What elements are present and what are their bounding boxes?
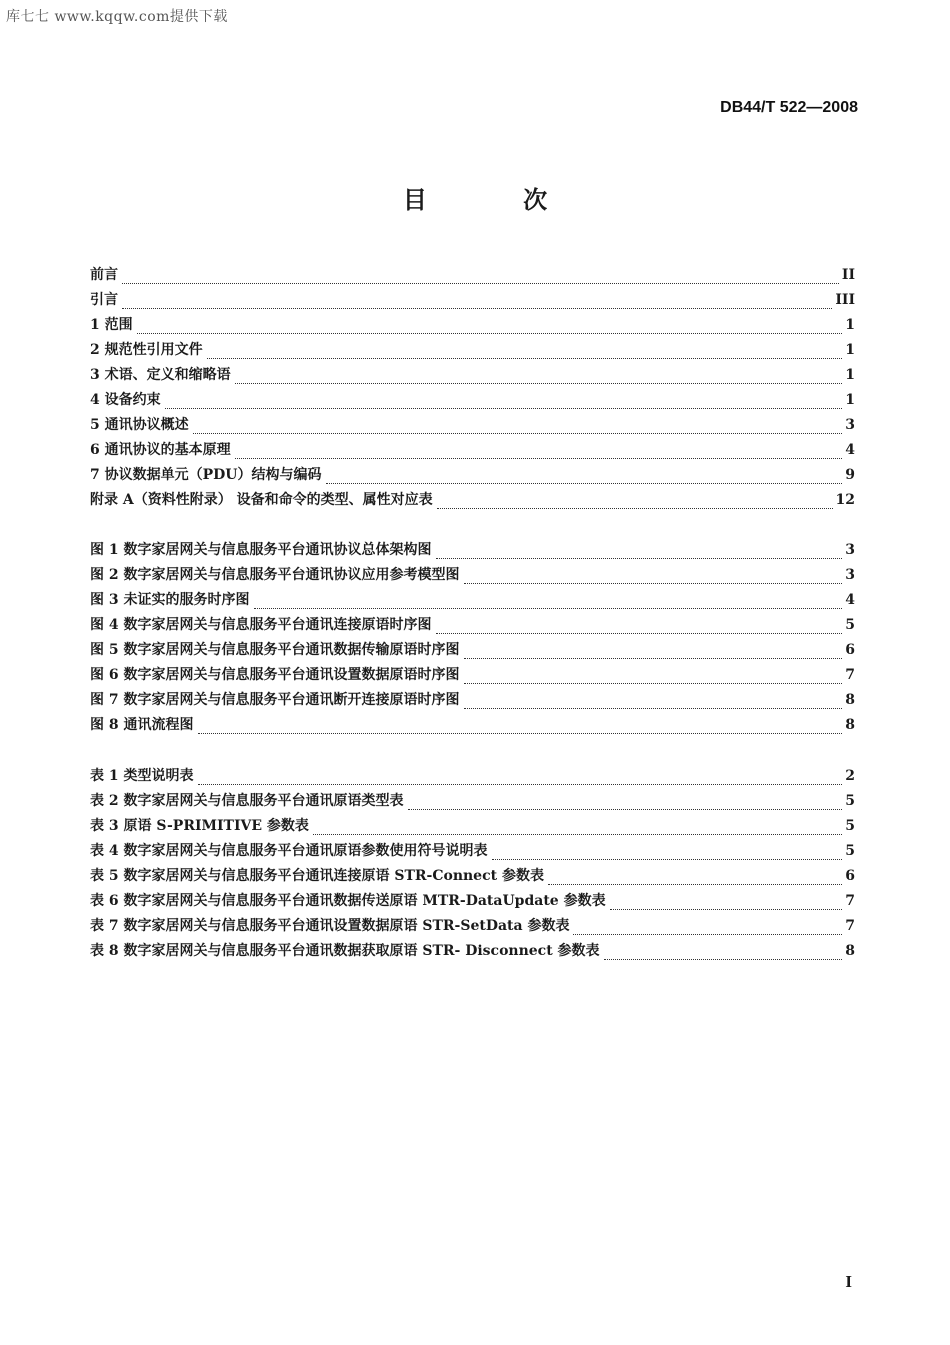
toc-entry-page: 1	[845, 392, 855, 408]
toc-entry-title: 图 6 数字家居网关与信息服务平台通讯设置数据原语时序图	[90, 667, 460, 683]
toc-entry[interactable]	[90, 864, 855, 889]
toc-entry-title: 4 设备约束	[90, 392, 161, 408]
standard-code: DB44/T 522—2008	[720, 99, 858, 116]
toc-entry-page: 9	[845, 467, 855, 483]
toc-entry-page: II	[841, 267, 855, 283]
toc-entry[interactable]	[90, 839, 855, 864]
page-title: 目 次	[402, 186, 592, 214]
toc-entry-page: 3	[845, 417, 855, 433]
toc-entry-page: 1	[845, 317, 855, 333]
leader-dots	[198, 774, 843, 785]
toc-entry-page: 6	[845, 868, 855, 884]
leader-dots	[165, 398, 843, 409]
leader-dots	[437, 498, 833, 509]
toc-entry[interactable]	[90, 463, 855, 488]
toc-entry-page: III	[835, 292, 855, 308]
toc-entry-title: 图 1 数字家居网关与信息服务平台通讯协议总体架构图	[90, 542, 432, 558]
leader-dots	[492, 849, 843, 860]
toc-entry-title: 表 6 数字家居网关与信息服务平台通讯数据传送原语 MTR-DataUpdate 参数表	[90, 893, 606, 909]
toc-entry[interactable]	[90, 663, 855, 688]
leader-dots	[464, 673, 843, 684]
toc-entry[interactable]	[90, 613, 855, 638]
tables-list	[90, 764, 855, 964]
toc-entry-title: 图 5 数字家居网关与信息服务平台通讯数据传输原语时序图	[90, 642, 460, 658]
leader-dots	[122, 298, 832, 309]
leader-dots	[313, 824, 842, 835]
toc-entry-page: 8	[845, 943, 855, 959]
toc-entry-page: 7	[845, 667, 855, 683]
page-number: I	[845, 1272, 852, 1291]
leader-dots	[610, 899, 843, 910]
toc-entry-title: 表 7 数字家居网关与信息服务平台通讯设置数据原语 STR-SetData 参数表	[90, 918, 570, 934]
toc-entry-page: 5	[845, 793, 855, 809]
leader-dots	[464, 573, 843, 584]
toc-entry[interactable]	[90, 588, 855, 613]
toc-entry-title: 图 3 未证实的服务时序图	[90, 592, 250, 608]
toc-entry[interactable]	[90, 488, 855, 513]
toc-entry-title: 1 范围	[90, 317, 133, 333]
leader-dots	[464, 648, 843, 659]
toc-entry-page: 6	[845, 642, 855, 658]
toc-entry-page: 1	[845, 342, 855, 358]
toc-entry-page: 8	[845, 692, 855, 708]
toc-entry-page: 5	[845, 843, 855, 859]
toc-entry-title: 2 规范性引用文件	[90, 342, 203, 358]
toc-entry-title: 6 通讯协议的基本原理	[90, 442, 231, 458]
toc-entry[interactable]	[90, 363, 855, 388]
leader-dots	[254, 598, 843, 609]
toc-entry-title: 表 3 原语 S-PRIMITIVE 参数表	[90, 818, 309, 834]
leader-dots	[198, 723, 843, 734]
toc-entry-page: 2	[845, 768, 855, 784]
toc-entry[interactable]	[90, 789, 855, 814]
toc-entry-title: 图 7 数字家居网关与信息服务平台通讯断开连接原语时序图	[90, 692, 460, 708]
toc-entry-page: 3	[845, 567, 855, 583]
toc-entry-page: 7	[845, 893, 855, 909]
toc-entry[interactable]	[90, 438, 855, 463]
toc-entry-title: 表 1 类型说明表	[90, 768, 194, 784]
toc-entry-page: 5	[845, 818, 855, 834]
contents-list	[90, 263, 855, 513]
toc-entry[interactable]	[90, 413, 855, 438]
toc-entry-page: 4	[845, 442, 855, 458]
leader-dots	[604, 949, 843, 960]
toc-entry-title: 前言	[90, 267, 118, 283]
leader-dots	[573, 924, 842, 935]
toc-entry-title: 7 协议数据单元（PDU）结构与编码	[90, 467, 322, 483]
toc-entry-title: 图 4 数字家居网关与信息服务平台通讯连接原语时序图	[90, 617, 432, 633]
leader-dots	[548, 874, 842, 885]
leader-dots	[207, 348, 843, 359]
toc-entry-page: 12	[835, 492, 855, 508]
toc-entry[interactable]	[90, 538, 855, 563]
toc-entry[interactable]	[90, 713, 855, 738]
toc-entry-title: 图 2 数字家居网关与信息服务平台通讯协议应用参考模型图	[90, 567, 460, 583]
toc-entry-title: 表 5 数字家居网关与信息服务平台通讯连接原语 STR-Connect 参数表	[90, 868, 544, 884]
toc-entry-title: 附录 A（资料性附录） 设备和命令的类型、属性对应表	[90, 492, 433, 508]
toc-entry-title: 5 通讯协议概述	[90, 417, 189, 433]
toc-entry-page: 1	[845, 367, 855, 383]
toc-entry[interactable]	[90, 313, 855, 338]
leader-dots	[436, 548, 843, 559]
toc-entry[interactable]	[90, 388, 855, 413]
leader-dots	[326, 473, 843, 484]
toc-entry[interactable]	[90, 288, 855, 313]
toc-entry[interactable]	[90, 338, 855, 363]
toc-entry[interactable]	[90, 914, 855, 939]
toc-entry[interactable]	[90, 263, 855, 288]
figures-list	[90, 538, 855, 738]
leader-dots	[235, 448, 843, 459]
toc-entry-page: 7	[845, 918, 855, 934]
toc-entry-page: 3	[845, 542, 855, 558]
toc-entry[interactable]	[90, 688, 855, 713]
toc-entry[interactable]	[90, 638, 855, 663]
toc-entry-page: 5	[845, 617, 855, 633]
toc-entry-page: 4	[845, 592, 855, 608]
toc-entry-title: 表 8 数字家居网关与信息服务平台通讯数据获取原语 STR- Disconnect 参数表	[90, 943, 600, 959]
toc-entry-title: 引言	[90, 292, 118, 308]
leader-dots	[436, 623, 843, 634]
toc-entry-title: 表 4 数字家居网关与信息服务平台通讯原语参数使用符号说明表	[90, 843, 488, 859]
leader-dots	[464, 698, 843, 709]
leader-dots	[235, 373, 843, 384]
toc-entry-title: 3 术语、定义和缩略语	[90, 367, 231, 383]
toc-entry[interactable]	[90, 939, 855, 964]
toc-entry[interactable]	[90, 563, 855, 588]
toc-entry[interactable]	[90, 764, 855, 789]
toc-entry-page: 8	[845, 717, 855, 733]
toc-entry-title: 表 2 数字家居网关与信息服务平台通讯原语类型表	[90, 793, 404, 809]
toc-entry[interactable]	[90, 889, 855, 914]
leader-dots	[137, 323, 843, 334]
leader-dots	[408, 799, 843, 810]
leader-dots	[193, 423, 843, 434]
toc-entry-title: 图 8 通讯流程图	[90, 717, 194, 733]
watermark: 库七七 www.kqqw.com提供下载	[6, 9, 228, 25]
toc-entry[interactable]	[90, 814, 855, 839]
leader-dots	[122, 273, 839, 284]
